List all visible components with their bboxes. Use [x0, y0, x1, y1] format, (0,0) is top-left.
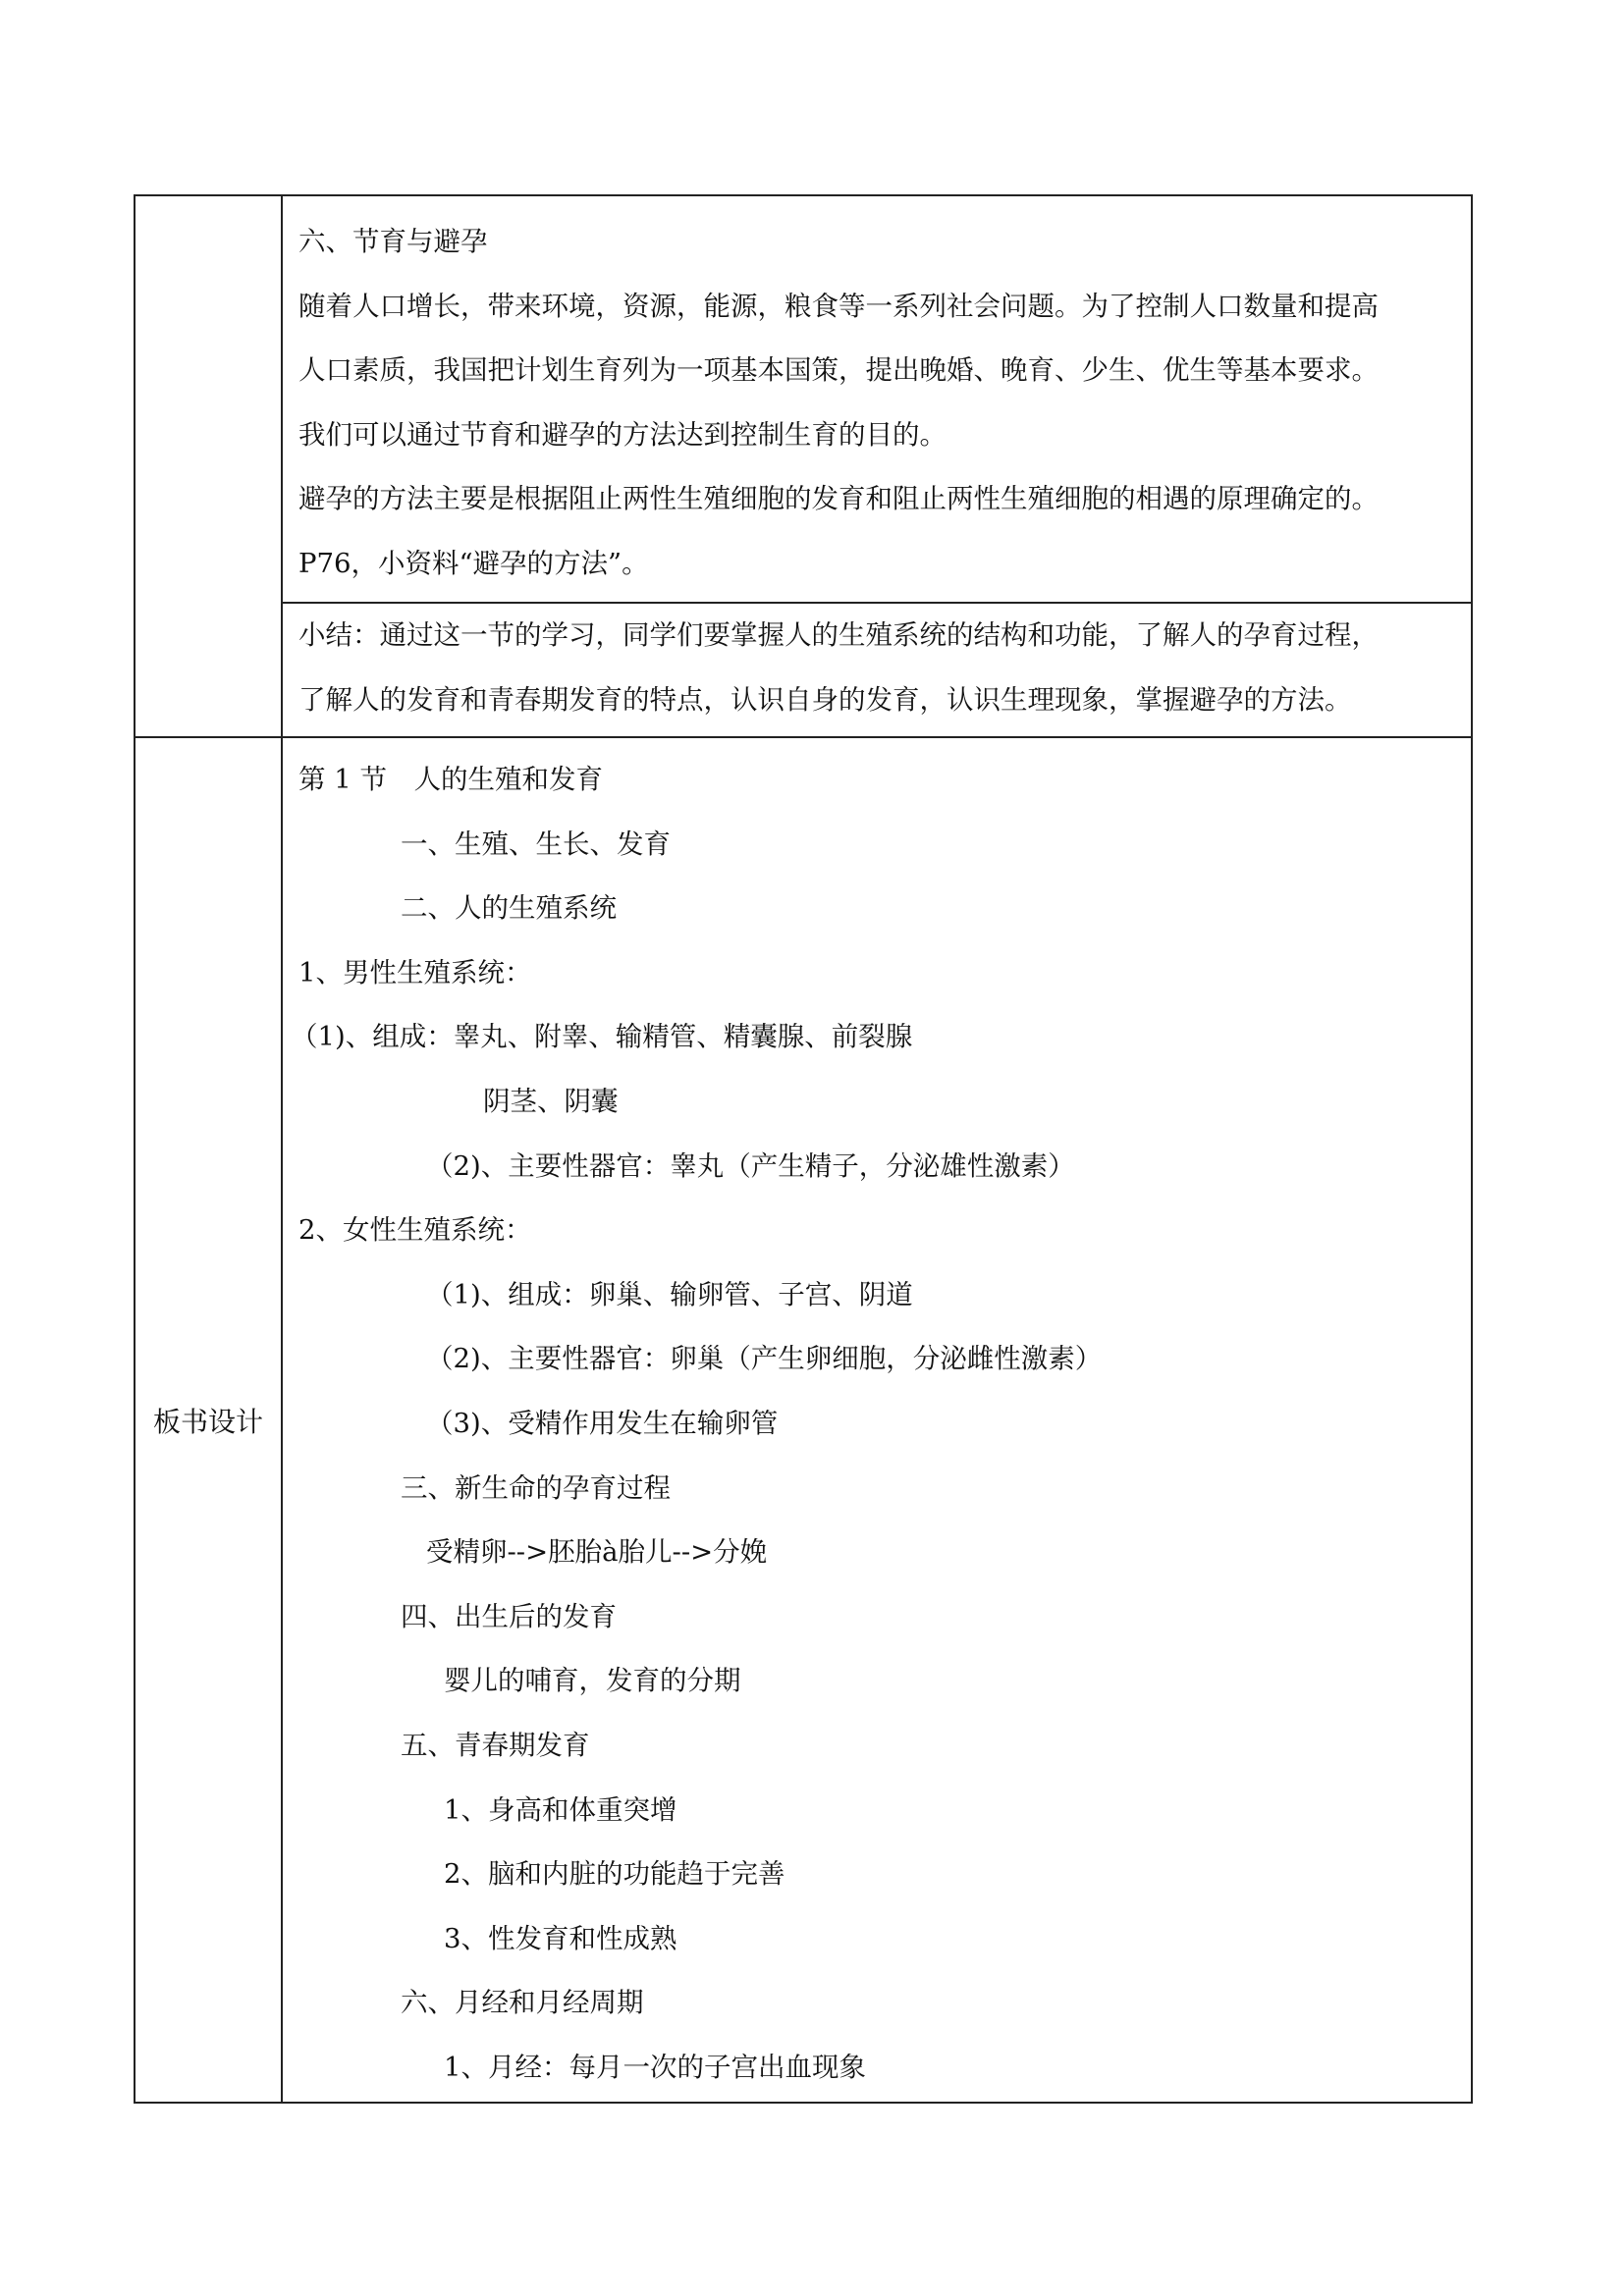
paragraph-line: 避孕的方法主要是根据阻止两性生殖细胞的发育和阻止两性生殖细胞的相遇的原理确定的。 — [298, 483, 1379, 514]
board-line: 受精卵-->胚胎à胎儿-->分娩 — [426, 1536, 768, 1569]
board-line: 2、女性生殖系统： — [298, 1214, 532, 1247]
board-line: 四、出生后的发育 — [401, 1600, 617, 1632]
board-line: 五、青春期发育 — [401, 1729, 590, 1761]
summary-line: 了解人的发育和青春期发育的特点，认识自身的发育，认识生理现象，掌握避孕的方法。 — [298, 683, 1352, 716]
row-section-six — [135, 195, 1472, 603]
paragraph-line: P76，小资料“避孕的方法”。 — [298, 547, 649, 579]
board-line: 婴儿的哺育，发育的分期 — [444, 1665, 741, 1697]
board-line: 六、月经和月经周期 — [401, 1987, 644, 2019]
section-six-heading: 六、节育与避孕 — [298, 226, 488, 257]
board-line: （1)、组成：卵巢、输卵管、子宫、阴道 — [426, 1278, 913, 1310]
section-six-cell — [282, 195, 1472, 603]
board-line: 2、脑和内脏的功能趋于完善 — [444, 1858, 785, 1891]
board-line: （2)、主要性器官：睾丸（产生精子，分泌雄性激素） — [426, 1149, 1075, 1182]
board-line: （3)、受精作用发生在输卵管 — [426, 1407, 779, 1439]
board-line: 第 1 节 人的生殖和发育 — [298, 764, 603, 795]
board-line: 1、身高和体重突增 — [444, 1793, 677, 1826]
empty-label-cell — [135, 195, 282, 737]
board-line: 三、新生命的孕育过程 — [401, 1471, 671, 1504]
board-line: 阴茎、阴囊 — [483, 1085, 619, 1117]
paragraph-line: 我们可以通过节育和避孕的方法达到控制生育的目的。 — [298, 418, 947, 451]
lesson-plan-table — [134, 194, 1473, 2104]
board-design-label: 板书设计 — [135, 737, 282, 2103]
board-line: （2)、主要性器官：卵巢（产生卵细胞，分泌雌性激素） — [426, 1343, 1103, 1375]
paragraph-line: 人口素质，我国把计划生育列为一项基本国策，提出晚婚、晚育、少生、优生等基本要求。 — [298, 354, 1379, 386]
summary-line: 小结：通过这一节的学习，同学们要掌握人的生殖系统的结构和功能，了解人的孕育过程， — [298, 619, 1379, 651]
board-line: （1)、组成：睾丸、附睾、输精管、精囊腺、前裂腺 — [291, 1021, 913, 1053]
paragraph-line: 随着人口增长，带来环境，资源，能源，粮食等一系列社会问题。为了控制人口数量和提高 — [298, 290, 1379, 322]
board-line: 1、男性生殖系统： — [298, 956, 532, 988]
row-board-design — [135, 737, 1472, 2103]
board-line: 3、性发育和性成熟 — [444, 1922, 677, 1954]
board-line: 1、月经：每月一次的子宫出血现象 — [444, 2051, 866, 2083]
row-summary — [135, 603, 1472, 737]
board-line: 二、人的生殖系统 — [401, 892, 617, 925]
summary-cell — [282, 603, 1472, 737]
board-line: 一、生殖、生长、发育 — [401, 828, 671, 860]
board-design-cell — [282, 737, 1472, 2103]
